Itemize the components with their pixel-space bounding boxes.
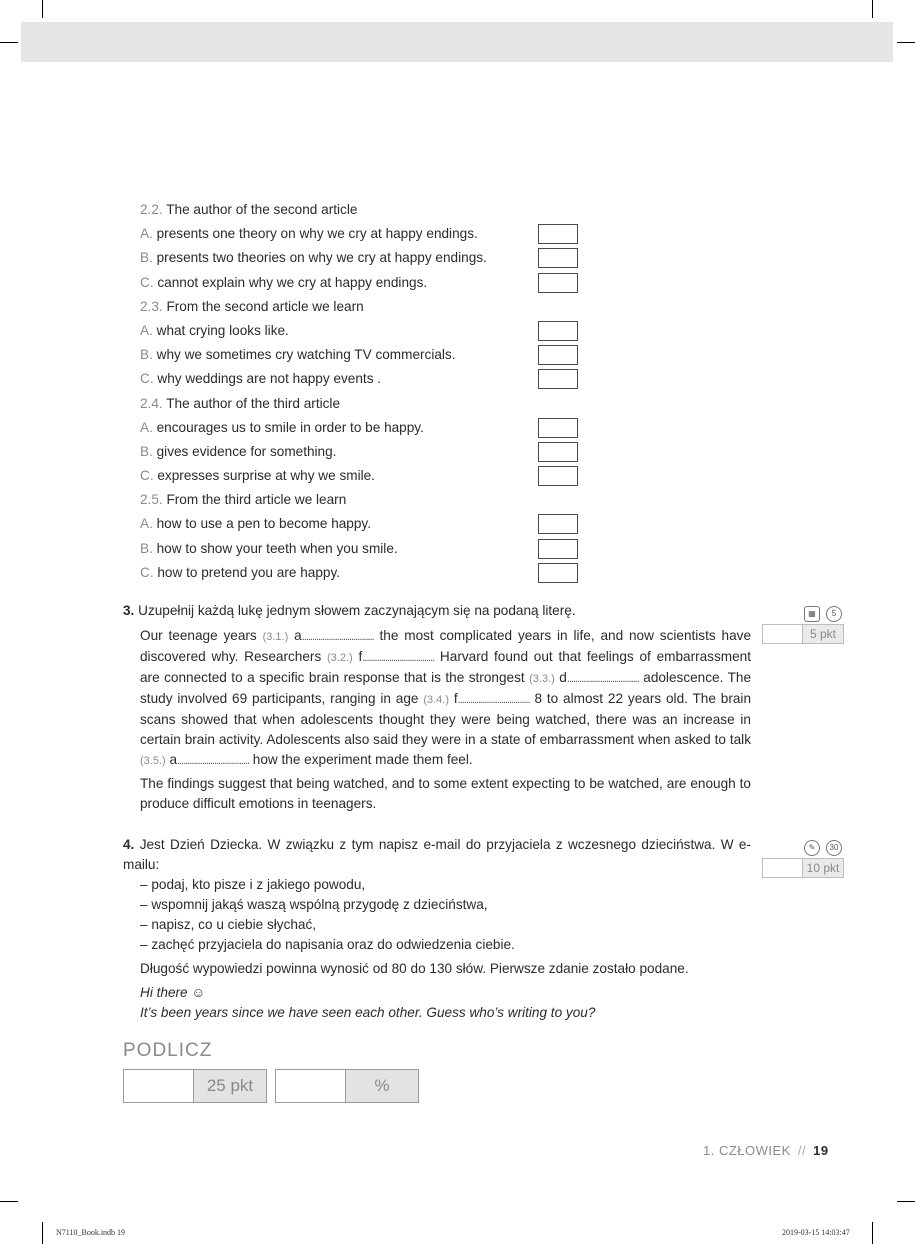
opening-line: Hi there ☺ [140,985,206,1000]
answer-box[interactable] [538,345,578,365]
answer-box[interactable] [538,248,578,268]
exercise-2-questions [140,200,590,587]
gap-blank[interactable]: ................................... [177,755,249,767]
answer-option [140,273,590,297]
gap-letter: a [169,752,178,767]
question-stem [140,297,590,321]
text-segment: 8 to almost 22 years old. The brain scans showed that when adolescents thought they were being watched, there was an increase in certain brain activity. Adolescents also said they were in a state of embarrassment when asked to talk [140,691,751,747]
gap-letter: d [559,670,567,685]
item-text: From the third article we learn [162,492,347,508]
item-number: B. [140,250,153,266]
print-slug-date: 2019-03-15 14:03:47 [782,1228,850,1237]
score-field[interactable] [763,859,803,877]
item-number: C. [140,274,154,290]
answer-box[interactable] [538,321,578,341]
summary-title: PODLICZ [123,1040,213,1061]
question-stem [140,490,590,514]
crop-mark [42,1222,43,1244]
item-text: gives evidence for something. [152,443,337,459]
gap-letter: f [453,691,458,706]
item-number: B. [140,347,153,363]
points-box [762,858,844,878]
item-text: presents two theories on why we cry at happy endings. [152,250,487,266]
page-number: 19 [813,1143,829,1158]
percent-label: % [345,1070,418,1102]
answer-option [140,321,590,345]
answer-option [140,563,590,587]
points-label: 5 pkt [802,625,843,643]
crop-mark [872,1222,873,1244]
time-icon: 5 [826,606,842,622]
exercise-3-title [123,601,576,621]
item-number: C. [140,371,154,387]
item-number: A. [140,516,153,532]
item-number: B. [140,443,153,459]
crop-mark [897,1201,915,1202]
crop-mark [897,42,915,43]
exercise-instruction: Jest Dzień Dziecka. W związku z tym napisz e-mail do przyjaciela z wczesnego dzieciństwa. W e-mailu: [123,837,752,872]
item-text: why we sometimes cry watching TV commercials. [152,347,456,363]
points-total-box [123,1069,267,1103]
item-number: 2.5. [140,492,163,508]
item-text: From the second article we learn [162,298,364,314]
exercise-number: 3. [123,603,135,618]
text-segment: Our teenage years [140,628,263,643]
item-text: how to pretend you are happy. [153,564,341,580]
item-number: 2.3. [140,298,163,314]
exercise-4-icons [804,840,844,856]
crop-mark [872,0,873,18]
time-icon: 30 [826,840,842,856]
list-item: – podaj, kto pisze i z jakiego powodu, [140,877,366,892]
item-text: encourages us to smile in order to be happy. [152,419,424,435]
list-item: – wspomnij jakąś waszą wspólną przygodę z dzieciństwa, [140,897,488,912]
pen-icon: ✎ [804,840,820,856]
gap-letter: a [294,628,302,643]
answer-box[interactable] [538,514,578,534]
item-number: 2.2. [140,202,163,217]
points-total-field[interactable] [124,1070,194,1102]
exercise-number: 4. [123,837,135,852]
answer-box[interactable] [538,273,578,293]
gap-fill-text-continued: The findings suggest that being watched, and to some extent expecting to be watched, are enough to produce difficult emotions in teenagers. [140,776,751,811]
page-footer [703,1143,829,1158]
points-label: 10 pkt [802,859,843,877]
item-text: expresses surprise at why we smile. [153,468,375,484]
item-number: C. [140,564,154,580]
gap-blank[interactable]: ................................... [362,652,435,664]
item-text: why weddings are not happy events . [153,371,382,387]
item-text: presents one theory on why we cry at happy endings. [152,226,478,242]
item-number: A. [140,419,153,435]
gap-number: (3.3.) [529,673,555,685]
length-note: Długość wypowiedzi powinna wynosić od 80 do 130 słów. Pierwsze zdanie zostało podane. [140,961,689,976]
crop-mark [0,1201,18,1202]
answer-option [140,369,590,393]
answer-option [140,345,590,369]
answer-option [140,466,590,490]
opening-line: It’s been years since we have seen each other. Guess who’s writing to you? [140,1005,596,1020]
exercise-3-icons [804,606,844,622]
item-number: 2.4. [140,395,163,411]
gap-letter: f [358,649,363,664]
answer-option [140,442,590,466]
gap-number: (3.2.) [327,652,353,664]
footer-separator: // [797,1143,807,1158]
answer-option [140,418,590,442]
print-slug-file: N7110_Book.indb 19 [56,1228,126,1237]
chapter-label: 1. CZŁOWIEK [703,1143,791,1158]
email-instructions [140,875,515,955]
percent-box [275,1069,419,1103]
crop-mark [0,42,18,43]
score-field[interactable] [763,625,803,643]
answer-box[interactable] [538,369,578,389]
question-stem [140,394,590,418]
gap-number: (3.5.) [140,755,166,767]
item-text: how to use a pen to become happy. [152,516,371,532]
gap-blank[interactable]: ................................... [566,673,639,685]
answer-box[interactable] [538,466,578,486]
exercise-instruction: Uzupełnij każdą lukę jednym słowem zaczynającym się na podaną literę. [138,603,576,618]
answer-option [140,539,590,563]
answer-box[interactable] [538,539,578,559]
gap-blank[interactable]: ................................... [457,694,530,706]
answer-option [140,224,590,248]
answer-option [140,248,590,272]
exercise-4-title [123,835,751,875]
item-number: C. [140,468,154,484]
points-box [762,624,844,644]
text-segment: the most complicated years in life, and now scientists have discovered why. Researchers [140,628,752,664]
text-segment: how the experiment made them feel. [249,752,473,767]
answer-box[interactable] [538,563,578,583]
item-text: The author of the third article [162,395,341,411]
item-number: A. [140,322,153,338]
list-item: – zachęć przyjaciela do napisania oraz do odwiedzenia ciebie. [140,937,515,952]
header-band [21,22,893,62]
gap-number: (3.1.) [262,631,289,643]
item-text: cannot explain why we cry at happy endings. [153,274,428,290]
item-number: B. [140,540,153,556]
grid-icon: ▦ [804,606,820,622]
gap-fill-text [140,626,751,771]
item-text: how to show your teeth when you smile. [152,540,398,556]
points-total-label: 25 pkt [193,1070,266,1102]
list-item: – napisz, co u ciebie słychać, [140,917,317,932]
gap-blank[interactable]: ................................... [301,631,374,643]
gap-number: (3.4.) [423,694,449,706]
answer-box[interactable] [538,442,578,462]
crop-mark [42,0,43,18]
answer-option [140,514,590,538]
item-text: The author of the second article [162,202,358,217]
percent-field[interactable] [276,1070,346,1102]
question-stem [140,200,590,224]
answer-box[interactable] [538,224,578,244]
text-segment: Harvard found out that feelings of embarrassment are connected to a specific brain response that is the strongest [140,649,751,685]
item-text: what crying looks like. [152,322,289,338]
answer-box[interactable] [538,418,578,438]
item-number: A. [140,226,153,242]
text-segment: adolescence. The study involved 69 participants, ranging in age [140,670,752,706]
